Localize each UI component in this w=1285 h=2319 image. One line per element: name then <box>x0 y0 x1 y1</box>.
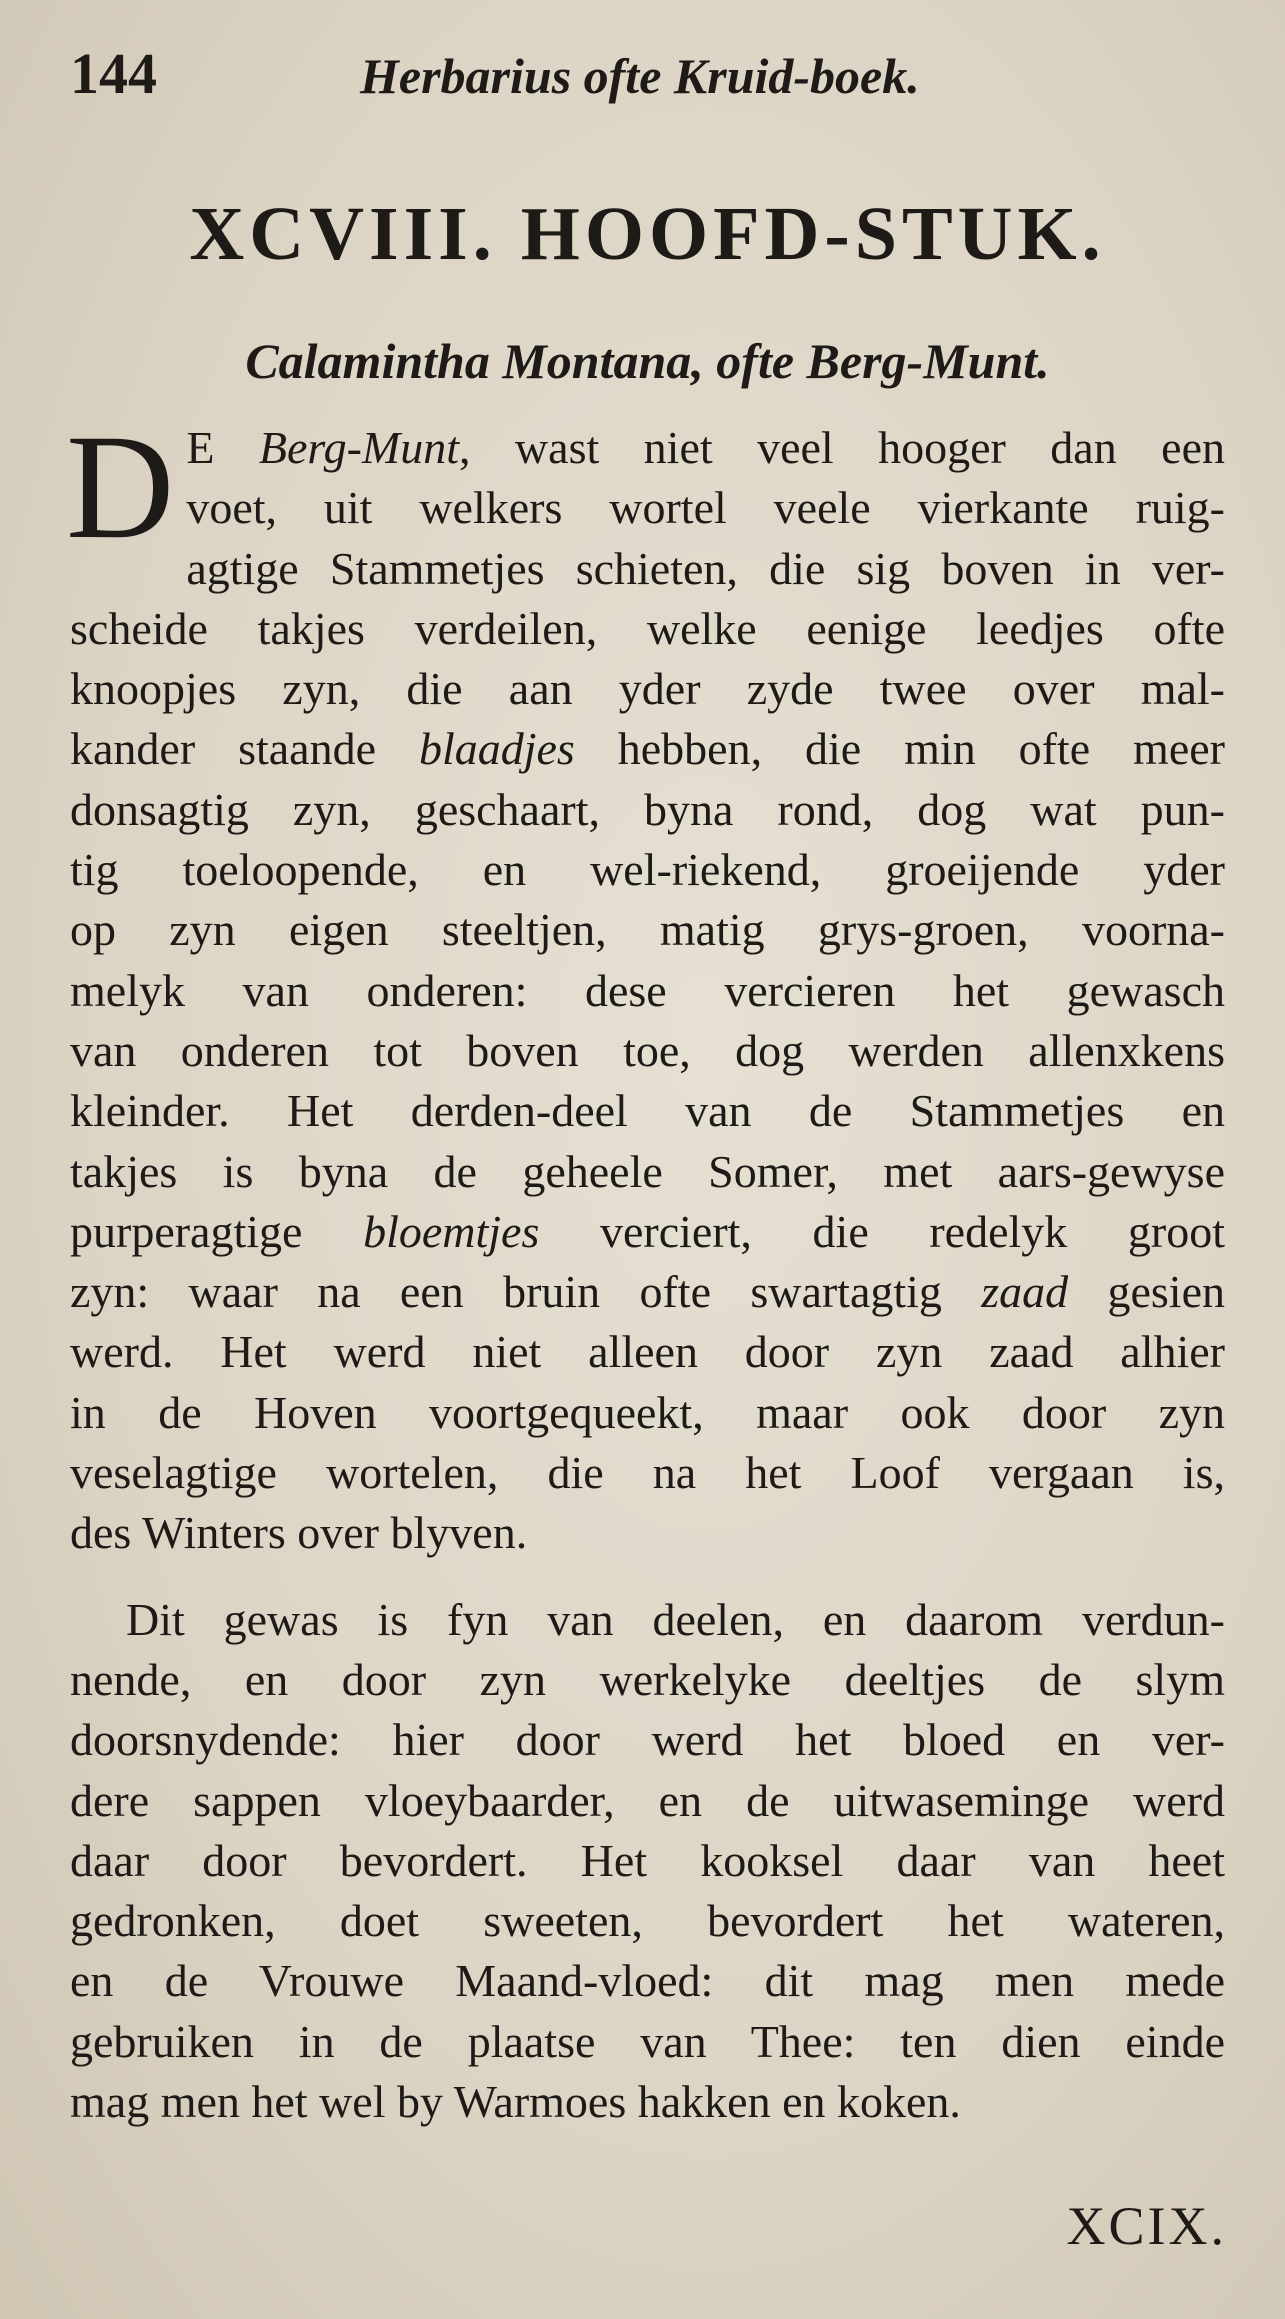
text-run: verciert, die redelyk groot <box>539 1205 1225 1257</box>
text-line <box>70 1383 1225 1443</box>
text-line <box>70 1891 1225 1951</box>
text-line <box>70 900 1225 960</box>
text-run: en de Vrouwe Maand-vloed: dit mag men mede <box>70 1955 1225 2007</box>
running-title: Herbarius ofte Kruid-boek. <box>360 48 920 104</box>
text-line <box>70 478 1225 538</box>
text-run: van onderen tot boven toe, dog werden allenxkens <box>70 1024 1225 1076</box>
text-run: scheide takjes verdeilen, welke eenige leedjes ofte <box>70 602 1225 654</box>
text-run: voet, uit welkers wortel veele vierkante ruig- <box>186 482 1225 534</box>
text-run: gesien <box>1068 1266 1225 1318</box>
chapter-subheading: Calamintha Montana, ofte Berg-Munt. <box>245 333 1050 389</box>
text-run: des Winters over blyven. <box>70 1507 528 1559</box>
italic-term: Berg-Munt <box>258 422 459 473</box>
text-run: veselagtige wortelen, die na het Loof vergaan is, <box>70 1447 1225 1499</box>
text-run: gedronken, doet sweeten, bevordert het wateren, <box>70 1895 1225 1947</box>
text-line <box>70 1142 1225 1202</box>
paragraph-2 <box>70 1590 1225 2133</box>
text-run: purperagtige <box>70 1205 364 1257</box>
running-head <box>70 40 1225 110</box>
text-run: zyn: waar na een bruin ofte swartagtig <box>70 1266 982 1318</box>
text-run: tig toeloopende, en wel-riekend, groeijende yder <box>70 844 1225 896</box>
text-line <box>70 659 1225 719</box>
text-run: in de Hoven voortgequeekt, maar ook door zyn <box>70 1386 1225 1438</box>
text-run: werd. Het werd niet alleen door zyn zaad alhier <box>70 1326 1225 1378</box>
paragraph-1 <box>66 404 1225 1564</box>
text-line <box>70 1443 1225 1503</box>
body-text <box>66 404 1225 2132</box>
text-line <box>70 780 1225 840</box>
text-line <box>70 2012 1225 2072</box>
text-run: kleinder. Het derden-deel van de Stammetjes en <box>70 1085 1225 1137</box>
chapter-heading: XCVIII. HOOFD-STUK. <box>189 192 1106 276</box>
text-line <box>70 1021 1225 1081</box>
text-run: doorsnydende: hier door werd het bloed en ver- <box>70 1714 1225 1766</box>
text-line <box>70 1262 1225 1322</box>
text-run: E <box>186 422 259 473</box>
text-run: , wast niet veel hooger dan een <box>459 422 1225 473</box>
page-number: 144 <box>70 41 157 106</box>
text-line <box>70 599 1225 659</box>
text-line <box>70 840 1225 900</box>
drop-cap: D <box>66 404 175 570</box>
text-line <box>70 539 1225 599</box>
italic-term: bloemtjes <box>363 1205 540 1257</box>
text-line <box>70 1831 1225 1891</box>
text-run: nende, en door zyn werkelyke deeltjes de slym <box>70 1653 1225 1705</box>
text-run: hebben, die min ofte meer <box>574 723 1225 775</box>
text-run: gebruiken in de plaatse van Thee: ten dien einde <box>70 2015 1225 2067</box>
text-run: op zyn eigen steeltjen, matig grys-groen, voorna- <box>70 904 1225 956</box>
text-line <box>70 1951 1225 2011</box>
text-line <box>70 1081 1225 1141</box>
text-line <box>70 961 1225 1021</box>
text-run: takjes is byna de geheele Somer, met aars-gewyse <box>70 1145 1225 1197</box>
text-run: daar door bevordert. Het kooksel daar van heet <box>70 1834 1225 1886</box>
text-line <box>70 1503 1225 1563</box>
text-line <box>70 1590 1225 1650</box>
text-run: kander staande <box>70 723 419 775</box>
text-line <box>70 1771 1225 1831</box>
text-run: melyk van onderen: dese vercieren het gewasch <box>70 964 1225 1016</box>
italic-term: zaad <box>981 1266 1069 1318</box>
text-line <box>70 418 1225 478</box>
text-line <box>70 2072 1225 2132</box>
text-line <box>70 1322 1225 1382</box>
text-run: donsagtig zyn, geschaart, byna rond, dog wat pun- <box>70 783 1225 835</box>
italic-term: blaadjes <box>418 723 575 775</box>
text-run: agtige Stammetjes schieten, die sig boven in ver- <box>186 542 1225 594</box>
text-line <box>70 1710 1225 1770</box>
text-line <box>70 1202 1225 1262</box>
catchword: XCIX. <box>1066 2196 1227 2256</box>
text-run: Dit gewas is fyn van deelen, en daarom verdun- <box>126 1593 1225 1645</box>
text-run: dere sappen vloeybaarder, en de uitwaseminge werd <box>70 1774 1225 1826</box>
text-run: knoopjes zyn, die aan yder zyde twee over mal- <box>70 663 1225 715</box>
text-line <box>70 1650 1225 1710</box>
text-line <box>70 719 1225 779</box>
text-run: mag men het wel by Warmoes hakken en koken. <box>70 2076 961 2128</box>
